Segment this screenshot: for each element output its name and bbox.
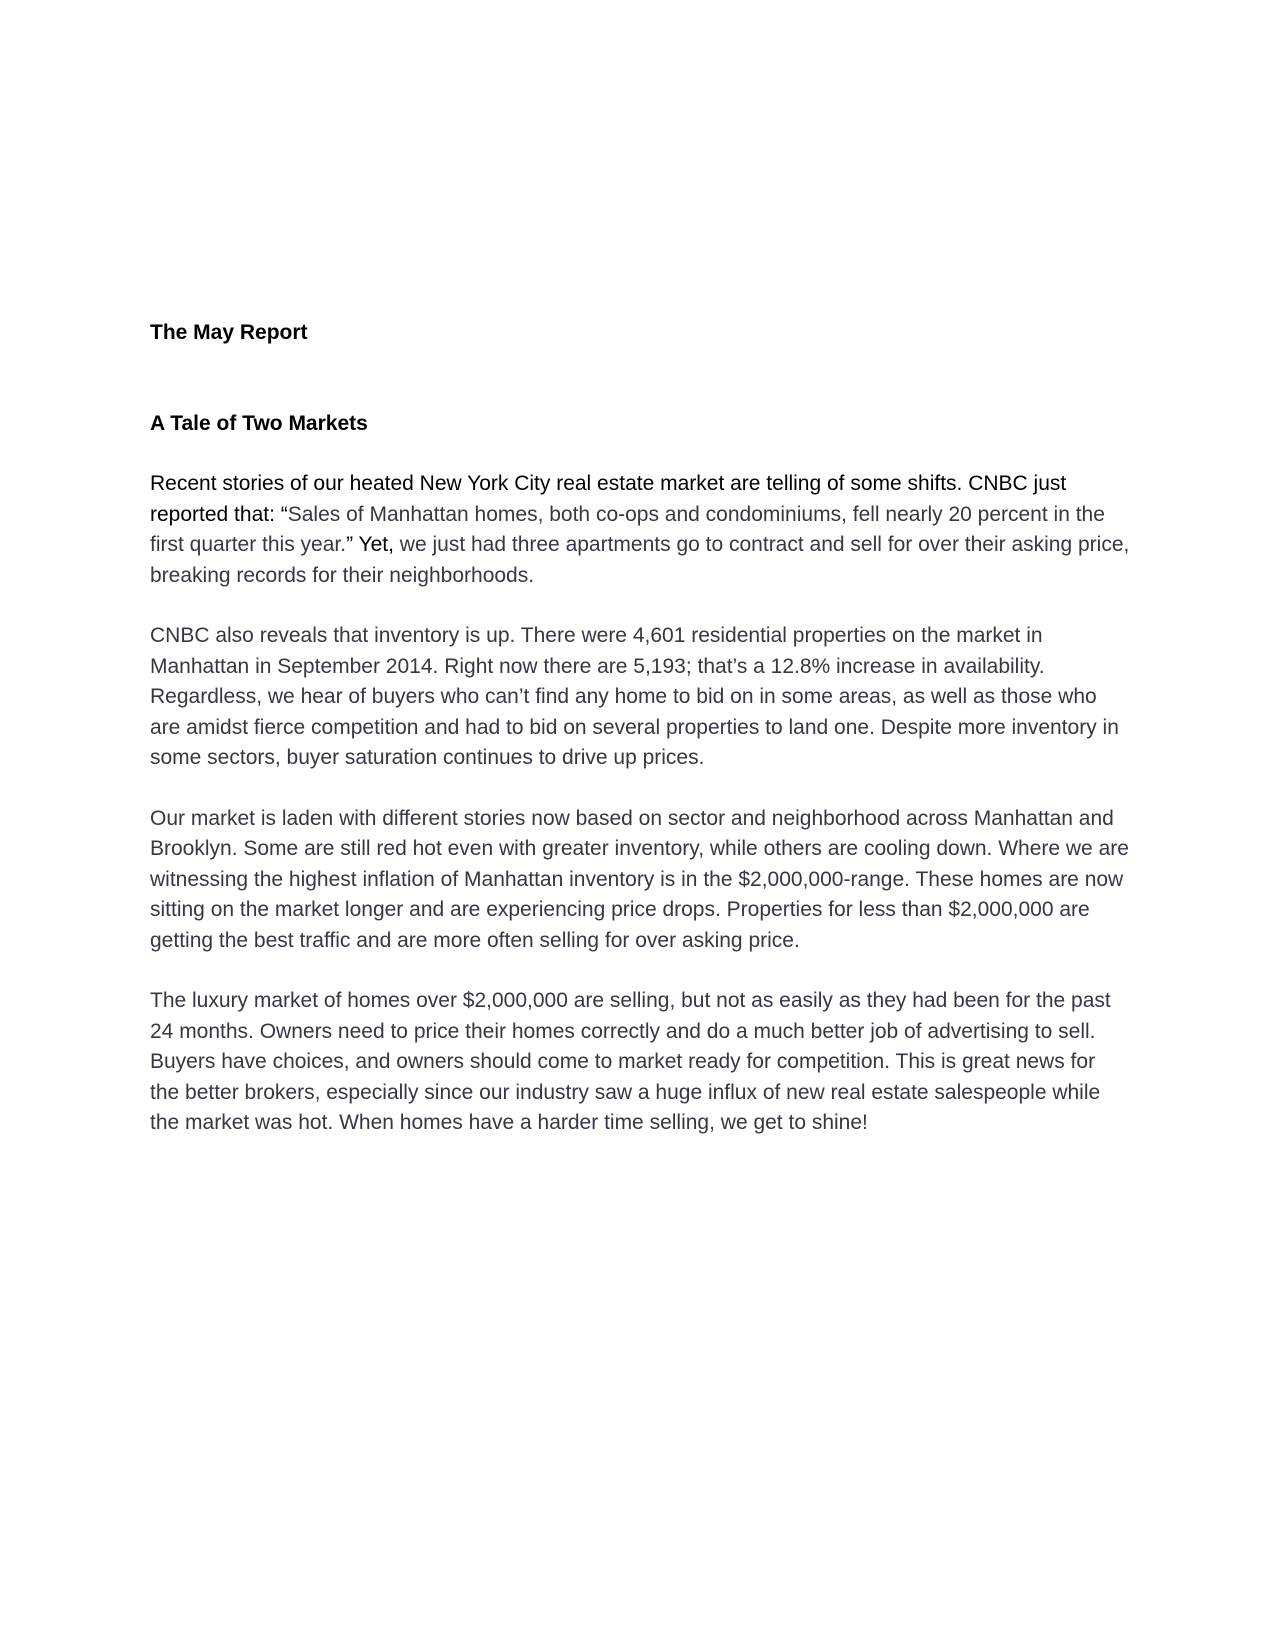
paragraph-1 — [150, 469, 1130, 591]
paragraph-3: Our market is laden with different stories now based on sector and neighborhood across Manhattan and Brooklyn. Some are still red hot even with greater inventory, while others are cooling down. Where we are witnessing the highest inflation of Manhattan inventory is in the $2,000,000-range. These homes are now sitting on the market longer and are experiencing price drops. Properties for less than $2,000,000 are getting the best traffic and are more often selling for over asking price. — [150, 806, 1129, 952]
document-body — [150, 318, 1130, 1139]
paragraph-4: The luxury market of homes over $2,000,000 are selling, but not as easily as they had been for the past 24 months. Owners need to price their homes correctly and do a much better job of advertising to sell. Buyers have choices, and owners should come to market ready for competition. This is great news for the better brokers, especially since our industry saw a huge influx of new real estate salespeople while the market was hot. When homes have a harder time selling, we get to shine! — [150, 989, 1111, 1134]
paragraph-1-quote: Sales of Manhattan homes, both co-ops and condominiums, fell nearly 20 percent in the first quarter this year. — [150, 502, 1105, 556]
paragraph-2: CNBC also reveals that inventory is up. There were 4,601 residential properties on the market in Manhattan in September 2014. Right now there are 5,193; that’s a 12.8% increase in availability. Regardless, we hear of buyers who can’t find any home to bid on in some areas, as well as those who are amidst fierce competition and had to bid on several properties to land one. Despite more inventory in some sectors, buyer saturation continues to drive up prices. — [150, 624, 1119, 769]
section-heading: A Tale of Two Markets — [150, 411, 368, 435]
paragraph-1-lead: Recent stories of our heated New York City real estate market are telling of some shifts. CNBC just reported that: “ — [150, 472, 1067, 526]
page-title: The May Report — [150, 321, 308, 344]
paragraph-1-rest: we just had three apartments go to contract and sell for over their asking price, breaking records for their neighborhoods. — [150, 533, 1130, 587]
paragraph-1-yet: ” Yet, — [346, 533, 394, 556]
